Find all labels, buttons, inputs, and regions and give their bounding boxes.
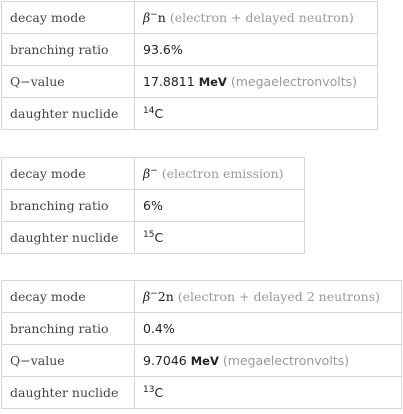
branching-ratio-label: branching ratio [2,34,135,66]
table-row [2,98,378,130]
q-value-number: 17.8811 [143,74,195,89]
branching-ratio-label: branching ratio [2,313,135,345]
table-row [2,377,402,409]
table-row [2,313,402,345]
daughter-nuclide-value [135,377,402,409]
mode-suffix: 2n [157,289,174,304]
q-value-number: 9.7046 [143,353,187,368]
daughter-nuclide-label: daughter nuclide [2,98,135,130]
decay-mode-value [135,2,378,34]
beta-charge: − [150,10,158,21]
mass-number: 15 [143,230,155,241]
branching-ratio-value: 6% [135,190,305,222]
decay-mode-table-3 [1,280,402,409]
beta-symbol: β [143,166,151,181]
decay-mode-table-1 [1,1,378,130]
table-row [2,66,378,98]
decay-mode-label: decay mode [2,281,135,313]
table-row [2,345,402,377]
element-symbol: C [154,385,164,400]
table-row [2,158,305,190]
q-value-unit-note: (megaelectronvolts) [230,74,358,89]
daughter-nuclide-value [135,98,378,130]
daughter-nuclide-label: daughter nuclide [2,377,135,409]
mode-suffix: n [157,10,166,25]
beta-symbol: β [143,10,151,25]
beta-charge: − [150,166,158,177]
q-value-unit: MeV [190,354,219,368]
q-value-label: Q−value [2,345,135,377]
beta-charge: − [150,289,158,300]
element-symbol: C [154,106,164,121]
table-row [2,222,305,254]
daughter-nuclide-label: daughter nuclide [2,222,135,254]
table-row [2,2,378,34]
daughter-nuclide-value [135,222,305,254]
q-value-unit-note: (megaelectronvolts) [222,353,350,368]
table-row [2,190,305,222]
table-row [2,281,402,313]
decay-mode-table-2 [1,157,305,254]
decay-mode-value [135,158,305,190]
beta-symbol: β [143,289,151,304]
mode-description: (electron + delayed neutron) [169,10,354,25]
mass-number: 13 [143,385,155,396]
decay-mode-value [135,281,402,313]
q-value-label: Q−value [2,66,135,98]
q-value-value [135,66,378,98]
q-value-value [135,345,402,377]
q-value-unit: MeV [198,75,227,89]
decay-mode-label: decay mode [2,2,135,34]
mass-number: 14 [143,106,155,117]
element-symbol: C [154,230,164,245]
branching-ratio-label: branching ratio [2,190,135,222]
table-row [2,34,378,66]
mode-description: (electron + delayed 2 neutrons) [177,289,381,304]
mode-description: (electron emission) [161,166,284,181]
branching-ratio-value: 0.4% [135,313,402,345]
branching-ratio-value: 93.6% [135,34,378,66]
decay-mode-label: decay mode [2,158,135,190]
